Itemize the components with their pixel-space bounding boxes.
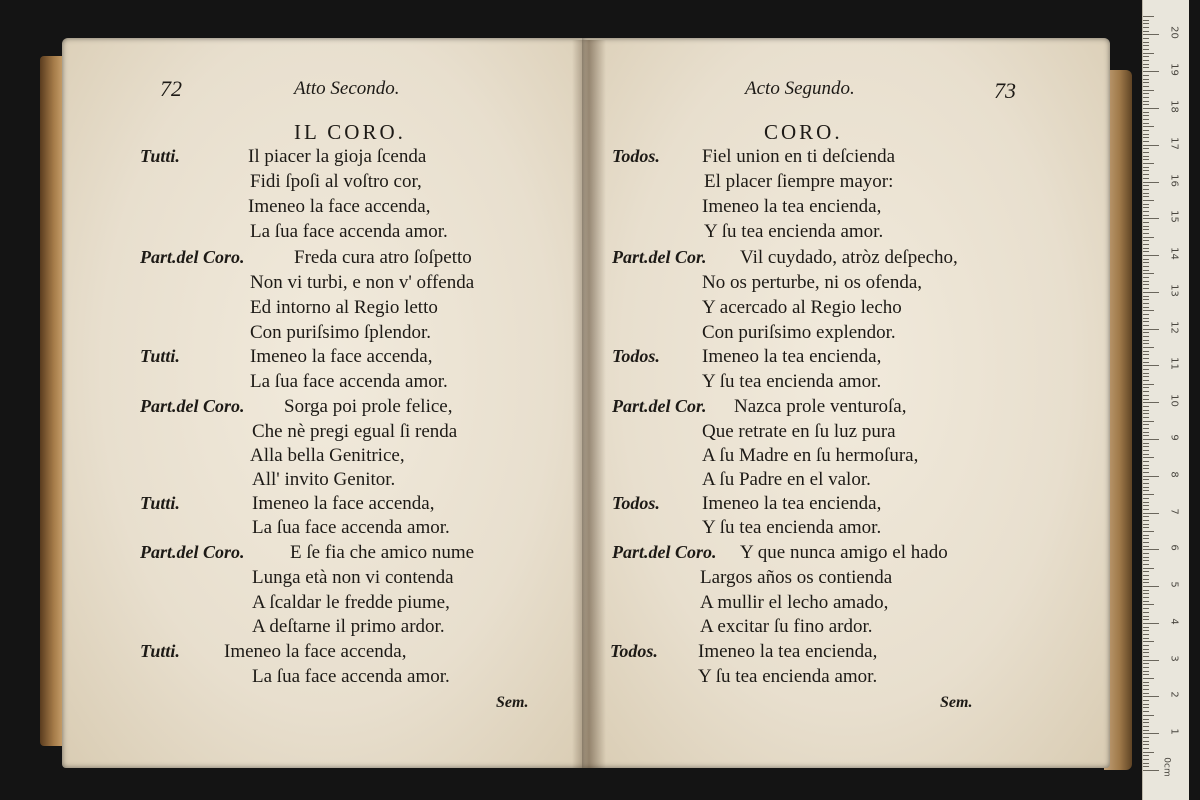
ruler-tick <box>1143 410 1149 411</box>
ruler-tick <box>1143 45 1149 46</box>
page-number: 72 <box>160 76 182 101</box>
speaker-label: Part.del Cor. <box>612 247 707 267</box>
verse-line: Y ſu tea encienda amor. <box>702 371 882 392</box>
verse-line: Y ſu tea encienda amor. <box>704 221 884 242</box>
ruler-tick <box>1143 700 1149 701</box>
ruler-tick <box>1143 93 1149 94</box>
ruler-tick <box>1143 130 1149 131</box>
verse-line: No os perturbe, ni os ofenda, <box>702 272 923 293</box>
running-head: Atto Secondo. <box>294 78 400 99</box>
ruler-tick <box>1143 204 1149 205</box>
page-number: 73 <box>994 78 1016 103</box>
ruler-tick <box>1143 766 1149 767</box>
ruler-tick <box>1143 553 1149 554</box>
ruler-tick <box>1143 299 1149 300</box>
verse-line: Vil cuydado, atròz deſpecho, <box>740 247 958 268</box>
ruler-tick <box>1143 663 1149 664</box>
ruler-tick <box>1143 369 1149 370</box>
ruler-tick <box>1143 284 1149 285</box>
ruler-tick <box>1143 608 1149 609</box>
ruler-tick <box>1143 759 1149 760</box>
verse-line: All' invito Genitor. <box>252 469 396 490</box>
right-page <box>582 38 1110 768</box>
ruler-tick <box>1143 432 1149 433</box>
verse-line: Il piacer la gioja ſcenda <box>248 146 427 167</box>
ruler-tick <box>1143 509 1149 510</box>
verse-line: Fiel union en ti deſcienda <box>702 146 896 167</box>
ruler-tick <box>1143 233 1149 234</box>
ruler-number: 7 <box>1168 507 1180 515</box>
ruler-tick <box>1143 586 1159 587</box>
ruler-tick <box>1143 641 1154 642</box>
verse-line: Nazca prole venturoſa, <box>734 396 907 417</box>
ruler-number: 8 <box>1168 471 1180 478</box>
ruler-tick <box>1143 487 1149 488</box>
ruler-tick <box>1143 145 1159 146</box>
ruler-tick <box>1143 16 1154 17</box>
ruler-tick <box>1143 218 1159 219</box>
ruler-tick <box>1143 60 1149 61</box>
ruler-tick <box>1143 546 1149 547</box>
verse-line: E ſe fia che amico nume <box>290 542 475 563</box>
speaker-label: Part.del Coro. <box>140 247 245 267</box>
ruler-number: 20 <box>1168 26 1180 40</box>
ruler-tick <box>1143 634 1149 635</box>
ruler-tick <box>1143 557 1149 558</box>
ruler-tick <box>1143 612 1149 613</box>
ruler-tick <box>1143 465 1149 466</box>
ruler-tick <box>1143 207 1149 208</box>
verse-line: El placer ſiempre mayor: <box>704 171 894 192</box>
ruler-tick <box>1143 273 1154 274</box>
ruler-tick <box>1143 229 1149 230</box>
ruler-tick <box>1143 468 1149 469</box>
ruler-tick <box>1143 108 1159 109</box>
ruler-tick <box>1143 439 1159 440</box>
speaker-label: Todos. <box>612 146 660 166</box>
ruler-tick <box>1143 719 1149 720</box>
ruler-tick <box>1143 262 1149 263</box>
ruler-tick <box>1143 391 1149 392</box>
ruler-tick <box>1143 645 1149 646</box>
ruler-tick <box>1143 513 1159 514</box>
ruler-number: 9 <box>1168 434 1180 441</box>
ruler-tick <box>1143 296 1149 297</box>
ruler-tick <box>1143 726 1149 727</box>
ruler-tick <box>1143 90 1154 91</box>
open-book <box>24 30 1122 768</box>
ruler-tick <box>1143 527 1149 528</box>
ruler-tick <box>1143 53 1154 54</box>
ruler-tick <box>1143 347 1154 348</box>
ruler-number: 18 <box>1168 100 1180 113</box>
ruler-tick <box>1143 674 1149 675</box>
ruler-tick <box>1143 185 1149 186</box>
ruler-tick <box>1143 112 1149 113</box>
ruler-tick <box>1143 266 1149 267</box>
verse-line: La ſua face accenda amor. <box>252 666 450 687</box>
verse-line: Imeneo la face accenda, <box>224 641 407 662</box>
ruler-tick <box>1143 399 1149 400</box>
verse-line: Que retrate en ſu luz pura <box>702 421 896 442</box>
ruler-tick <box>1143 384 1154 385</box>
ruler-tick <box>1143 56 1149 57</box>
ruler-tick <box>1143 170 1149 171</box>
speaker-label: Part.del Coro. <box>140 542 245 562</box>
ruler-tick <box>1143 354 1149 355</box>
verse-line: A excitar ſu fino ardor. <box>700 616 873 637</box>
ruler-tick <box>1143 601 1149 602</box>
ruler-tick <box>1143 582 1149 583</box>
ruler-tick <box>1143 693 1149 694</box>
ruler-tick <box>1143 104 1149 105</box>
ruler-tick <box>1143 571 1149 572</box>
ruler-tick <box>1143 332 1149 333</box>
ruler-tick <box>1143 744 1149 745</box>
ruler-tick <box>1143 682 1149 683</box>
ruler-tick <box>1143 479 1149 480</box>
ruler-tick <box>1143 564 1149 565</box>
verse-line: A deſtarne il primo ardor. <box>252 616 445 637</box>
speaker-label: Part.del Coro. <box>612 542 717 562</box>
ruler-tick <box>1143 189 1149 190</box>
speaker-label: Todos. <box>610 641 658 661</box>
ruler-tick <box>1143 671 1149 672</box>
ruler-tick <box>1143 193 1149 194</box>
ruler-tick <box>1143 450 1149 451</box>
ruler-tick <box>1143 616 1149 617</box>
ruler-tick <box>1143 660 1159 661</box>
ruler-tick <box>1143 251 1149 252</box>
ruler-tick <box>1143 730 1149 731</box>
ruler-tick <box>1143 770 1159 771</box>
ruler-tick <box>1143 119 1149 120</box>
ruler-tick <box>1143 358 1149 359</box>
ruler-tick <box>1143 126 1154 127</box>
ruler-tick <box>1143 476 1159 477</box>
ruler-tick <box>1143 649 1149 650</box>
ruler-unit-label: 0cm <box>1161 757 1172 777</box>
ruler-tick <box>1143 159 1149 160</box>
catchword: Sem. <box>496 694 529 711</box>
ruler-tick <box>1143 31 1149 32</box>
verse-line: A ſu Madre en ſu hermoſura, <box>702 445 919 466</box>
ruler-tick <box>1143 101 1149 102</box>
ruler-number: 5 <box>1168 581 1180 588</box>
ruler-tick <box>1143 343 1149 344</box>
verse-line: Imeneo la tea encienda, <box>702 493 882 514</box>
speaker-label: Tutti. <box>140 346 180 366</box>
verse-line: Imeneo la face accenda, <box>252 493 435 514</box>
ruler-tick <box>1143 737 1149 738</box>
ruler-tick <box>1143 64 1149 65</box>
ruler-tick <box>1143 196 1149 197</box>
ruler-tick <box>1143 292 1159 293</box>
ruler-tick <box>1143 255 1159 256</box>
ruler-tick <box>1143 307 1149 308</box>
ruler-tick <box>1143 516 1149 517</box>
ruler-tick <box>1143 741 1149 742</box>
ruler-tick <box>1143 457 1154 458</box>
ruler-tick <box>1143 222 1149 223</box>
ruler-tick <box>1143 387 1149 388</box>
speaker-label: Todos. <box>612 493 660 513</box>
measuring-ruler <box>1142 0 1189 800</box>
ruler-number: 4 <box>1168 618 1180 625</box>
verse-line: Freda cura atro ſoſpetto <box>294 247 472 268</box>
ruler-tick <box>1143 163 1154 164</box>
ruler-number: 13 <box>1168 283 1180 297</box>
ruler-tick <box>1143 123 1149 124</box>
ruler-number: 2 <box>1168 691 1180 699</box>
ruler-number: 19 <box>1168 63 1180 77</box>
ruler-tick <box>1143 417 1149 418</box>
ruler-tick <box>1143 498 1149 499</box>
ruler-tick <box>1143 472 1149 473</box>
ruler-tick <box>1143 240 1149 241</box>
ruler-tick <box>1143 23 1149 24</box>
ruler-tick <box>1143 310 1154 311</box>
ruler-tick <box>1143 148 1149 149</box>
ruler-tick <box>1143 178 1149 179</box>
ruler-number: 10 <box>1168 394 1180 408</box>
ruler-tick <box>1143 303 1149 304</box>
verse-line: Imeneo la face accenda, <box>248 196 431 217</box>
ruler-tick <box>1143 351 1149 352</box>
ruler-tick <box>1143 538 1149 539</box>
ruler-tick <box>1143 549 1159 550</box>
ruler-tick <box>1143 75 1149 76</box>
ruler-tick <box>1143 763 1149 764</box>
ruler-number: 16 <box>1168 173 1180 187</box>
ruler-tick <box>1143 406 1149 407</box>
ruler-number: 6 <box>1168 544 1180 551</box>
verse-line: Con puriſsimo ſplendor. <box>250 322 432 343</box>
verse-line: La ſua face accenda amor. <box>250 371 448 392</box>
ruler-tick <box>1143 79 1149 80</box>
ruler-tick <box>1143 38 1149 39</box>
left-page <box>62 38 592 768</box>
ruler-tick <box>1143 174 1149 175</box>
ruler-tick <box>1143 707 1149 708</box>
verse-line: Y acercado al Regio lecho <box>702 297 902 318</box>
ruler-tick <box>1143 376 1149 377</box>
verse-line: Imeneo la tea encienda, <box>702 346 882 367</box>
ruler-tick <box>1143 318 1149 319</box>
verse-line: Fidi ſpoſi al voſtro cor, <box>250 171 422 192</box>
verse-line: Largos años os contienda <box>700 567 893 588</box>
ruler-tick <box>1143 568 1154 569</box>
ruler-tick <box>1143 20 1149 21</box>
ruler-tick <box>1143 656 1149 657</box>
speaker-label: Tutti. <box>140 641 180 661</box>
book-gutter <box>572 40 606 768</box>
ruler-tick <box>1143 71 1159 72</box>
ruler-tick <box>1143 421 1154 422</box>
ruler-tick <box>1143 97 1149 98</box>
ruler-tick <box>1143 380 1149 381</box>
ruler-number: 11 <box>1168 357 1180 371</box>
ruler-tick <box>1143 652 1149 653</box>
verse-line: Ed intorno al Regio letto <box>250 297 438 318</box>
ruler-tick <box>1143 34 1159 35</box>
ruler-tick <box>1143 755 1149 756</box>
ruler-tick <box>1143 575 1149 576</box>
verse-line: Alla bella Genitrice, <box>250 445 405 466</box>
ruler-tick <box>1143 402 1159 403</box>
ruler-tick <box>1143 395 1149 396</box>
ruler-number: 1 <box>1168 728 1180 735</box>
ruler-tick <box>1143 167 1149 168</box>
ruler-tick <box>1143 520 1149 521</box>
ruler-tick <box>1143 340 1149 341</box>
ruler-number: 14 <box>1168 247 1180 260</box>
ruler-tick <box>1143 490 1149 491</box>
ruler-tick <box>1143 627 1149 628</box>
ruler-tick <box>1143 443 1149 444</box>
ruler-tick <box>1143 689 1149 690</box>
ruler-tick <box>1143 86 1149 87</box>
verse-line: La ſua face accenda amor. <box>250 221 448 242</box>
ruler-tick <box>1143 604 1154 605</box>
verse-line: Imeneo la tea encienda, <box>702 196 882 217</box>
ruler-tick <box>1143 226 1149 227</box>
ruler-tick <box>1143 454 1149 455</box>
ruler-tick <box>1143 696 1159 697</box>
ruler-number: 17 <box>1168 136 1180 150</box>
verse-line: Che nè pregi egual ſi renda <box>252 421 458 442</box>
ruler-tick <box>1143 277 1149 278</box>
ruler-tick <box>1143 325 1149 326</box>
ruler-tick <box>1143 619 1149 620</box>
verse-line: La ſua face accenda amor. <box>252 517 450 538</box>
speaker-label: Part.del Cor. <box>612 396 707 416</box>
ruler-tick <box>1143 244 1149 245</box>
ruler-tick <box>1143 200 1154 201</box>
ruler-tick <box>1143 329 1159 330</box>
ruler-tick <box>1143 141 1149 142</box>
ruler-tick <box>1143 270 1149 271</box>
ruler-tick <box>1143 336 1149 337</box>
ruler-tick <box>1143 259 1149 260</box>
ruler-tick <box>1143 667 1149 668</box>
section-heading: IL CORO. <box>294 120 406 144</box>
ruler-tick <box>1143 152 1149 153</box>
running-head: Acto Segundo. <box>745 78 855 99</box>
ruler-tick <box>1143 733 1159 734</box>
verse-line: Sorga poi prole felice, <box>284 396 453 417</box>
ruler-tick <box>1143 182 1159 183</box>
ruler-tick <box>1143 115 1149 116</box>
ruler-tick <box>1143 531 1154 532</box>
speaker-label: Part.del Coro. <box>140 396 245 416</box>
verse-line: Non vi turbi, e non v' offenda <box>250 272 475 293</box>
ruler-number: 15 <box>1168 210 1180 224</box>
ruler-tick <box>1143 579 1149 580</box>
ruler-tick <box>1143 365 1159 366</box>
ruler-tick <box>1143 715 1154 716</box>
verse-line: Y que nunca amigo el hado <box>740 542 948 563</box>
ruler-tick <box>1143 752 1154 753</box>
ruler-tick <box>1143 281 1149 282</box>
ruler-tick <box>1143 494 1154 495</box>
ruler-number: 12 <box>1168 320 1180 334</box>
ruler-tick <box>1143 137 1149 138</box>
ruler-tick <box>1143 67 1149 68</box>
ruler-tick <box>1143 424 1149 425</box>
speaker-label: Tutti. <box>140 146 180 166</box>
verse-line: Lunga età non vi contenda <box>252 567 454 588</box>
verse-line: Y ſu tea encienda amor. <box>702 517 882 538</box>
ruler-tick <box>1143 446 1149 447</box>
verse-line: A ſcaldar le fredde piume, <box>252 592 450 613</box>
ruler-tick <box>1143 362 1149 363</box>
ruler-tick <box>1143 237 1154 238</box>
ruler-tick <box>1143 82 1149 83</box>
ruler-tick <box>1143 623 1159 624</box>
section-heading: CORO. <box>764 120 843 144</box>
ruler-tick <box>1143 502 1149 503</box>
ruler-tick <box>1143 248 1149 249</box>
ruler-tick <box>1143 215 1149 216</box>
ruler-tick <box>1143 428 1149 429</box>
ruler-tick <box>1143 748 1149 749</box>
ruler-tick <box>1143 560 1149 561</box>
catchword: Sem. <box>940 694 973 711</box>
ruler-tick <box>1143 505 1149 506</box>
ruler-tick <box>1143 483 1149 484</box>
ruler-tick <box>1143 597 1149 598</box>
ruler-tick <box>1143 435 1149 436</box>
ruler-tick <box>1143 711 1149 712</box>
ruler-tick <box>1143 630 1149 631</box>
ruler-tick <box>1143 134 1149 135</box>
verse-line: Imeneo la face accenda, <box>250 346 433 367</box>
verse-line: Y ſu tea encienda amor. <box>698 666 878 687</box>
ruler-tick <box>1143 590 1149 591</box>
verse-line: A mullir el lecho amado, <box>700 592 889 613</box>
ruler-tick <box>1143 461 1149 462</box>
ruler-number: 3 <box>1168 654 1180 662</box>
ruler-tick <box>1143 722 1149 723</box>
speaker-label: Tutti. <box>140 493 180 513</box>
ruler-tick <box>1143 685 1149 686</box>
ruler-tick <box>1143 49 1149 50</box>
speaker-label: Todos. <box>612 346 660 366</box>
ruler-tick <box>1143 638 1149 639</box>
ruler-tick <box>1143 524 1149 525</box>
verse-line: A ſu Padre en el valor. <box>702 469 871 490</box>
ruler-tick <box>1143 373 1149 374</box>
ruler-tick <box>1143 314 1149 315</box>
ruler-tick <box>1143 704 1149 705</box>
ruler-tick <box>1143 211 1149 212</box>
ruler-tick <box>1143 156 1149 157</box>
ruler-tick <box>1143 27 1149 28</box>
verse-line: Imeneo la tea encienda, <box>698 641 878 662</box>
ruler-tick <box>1143 593 1149 594</box>
ruler-tick <box>1143 678 1154 679</box>
verse-line: Con puriſsimo explendor. <box>702 322 896 343</box>
ruler-tick <box>1143 42 1149 43</box>
ruler-tick <box>1143 288 1149 289</box>
ruler-tick <box>1143 321 1149 322</box>
ruler-tick <box>1143 535 1149 536</box>
ruler-tick <box>1143 413 1149 414</box>
ruler-tick <box>1143 542 1149 543</box>
